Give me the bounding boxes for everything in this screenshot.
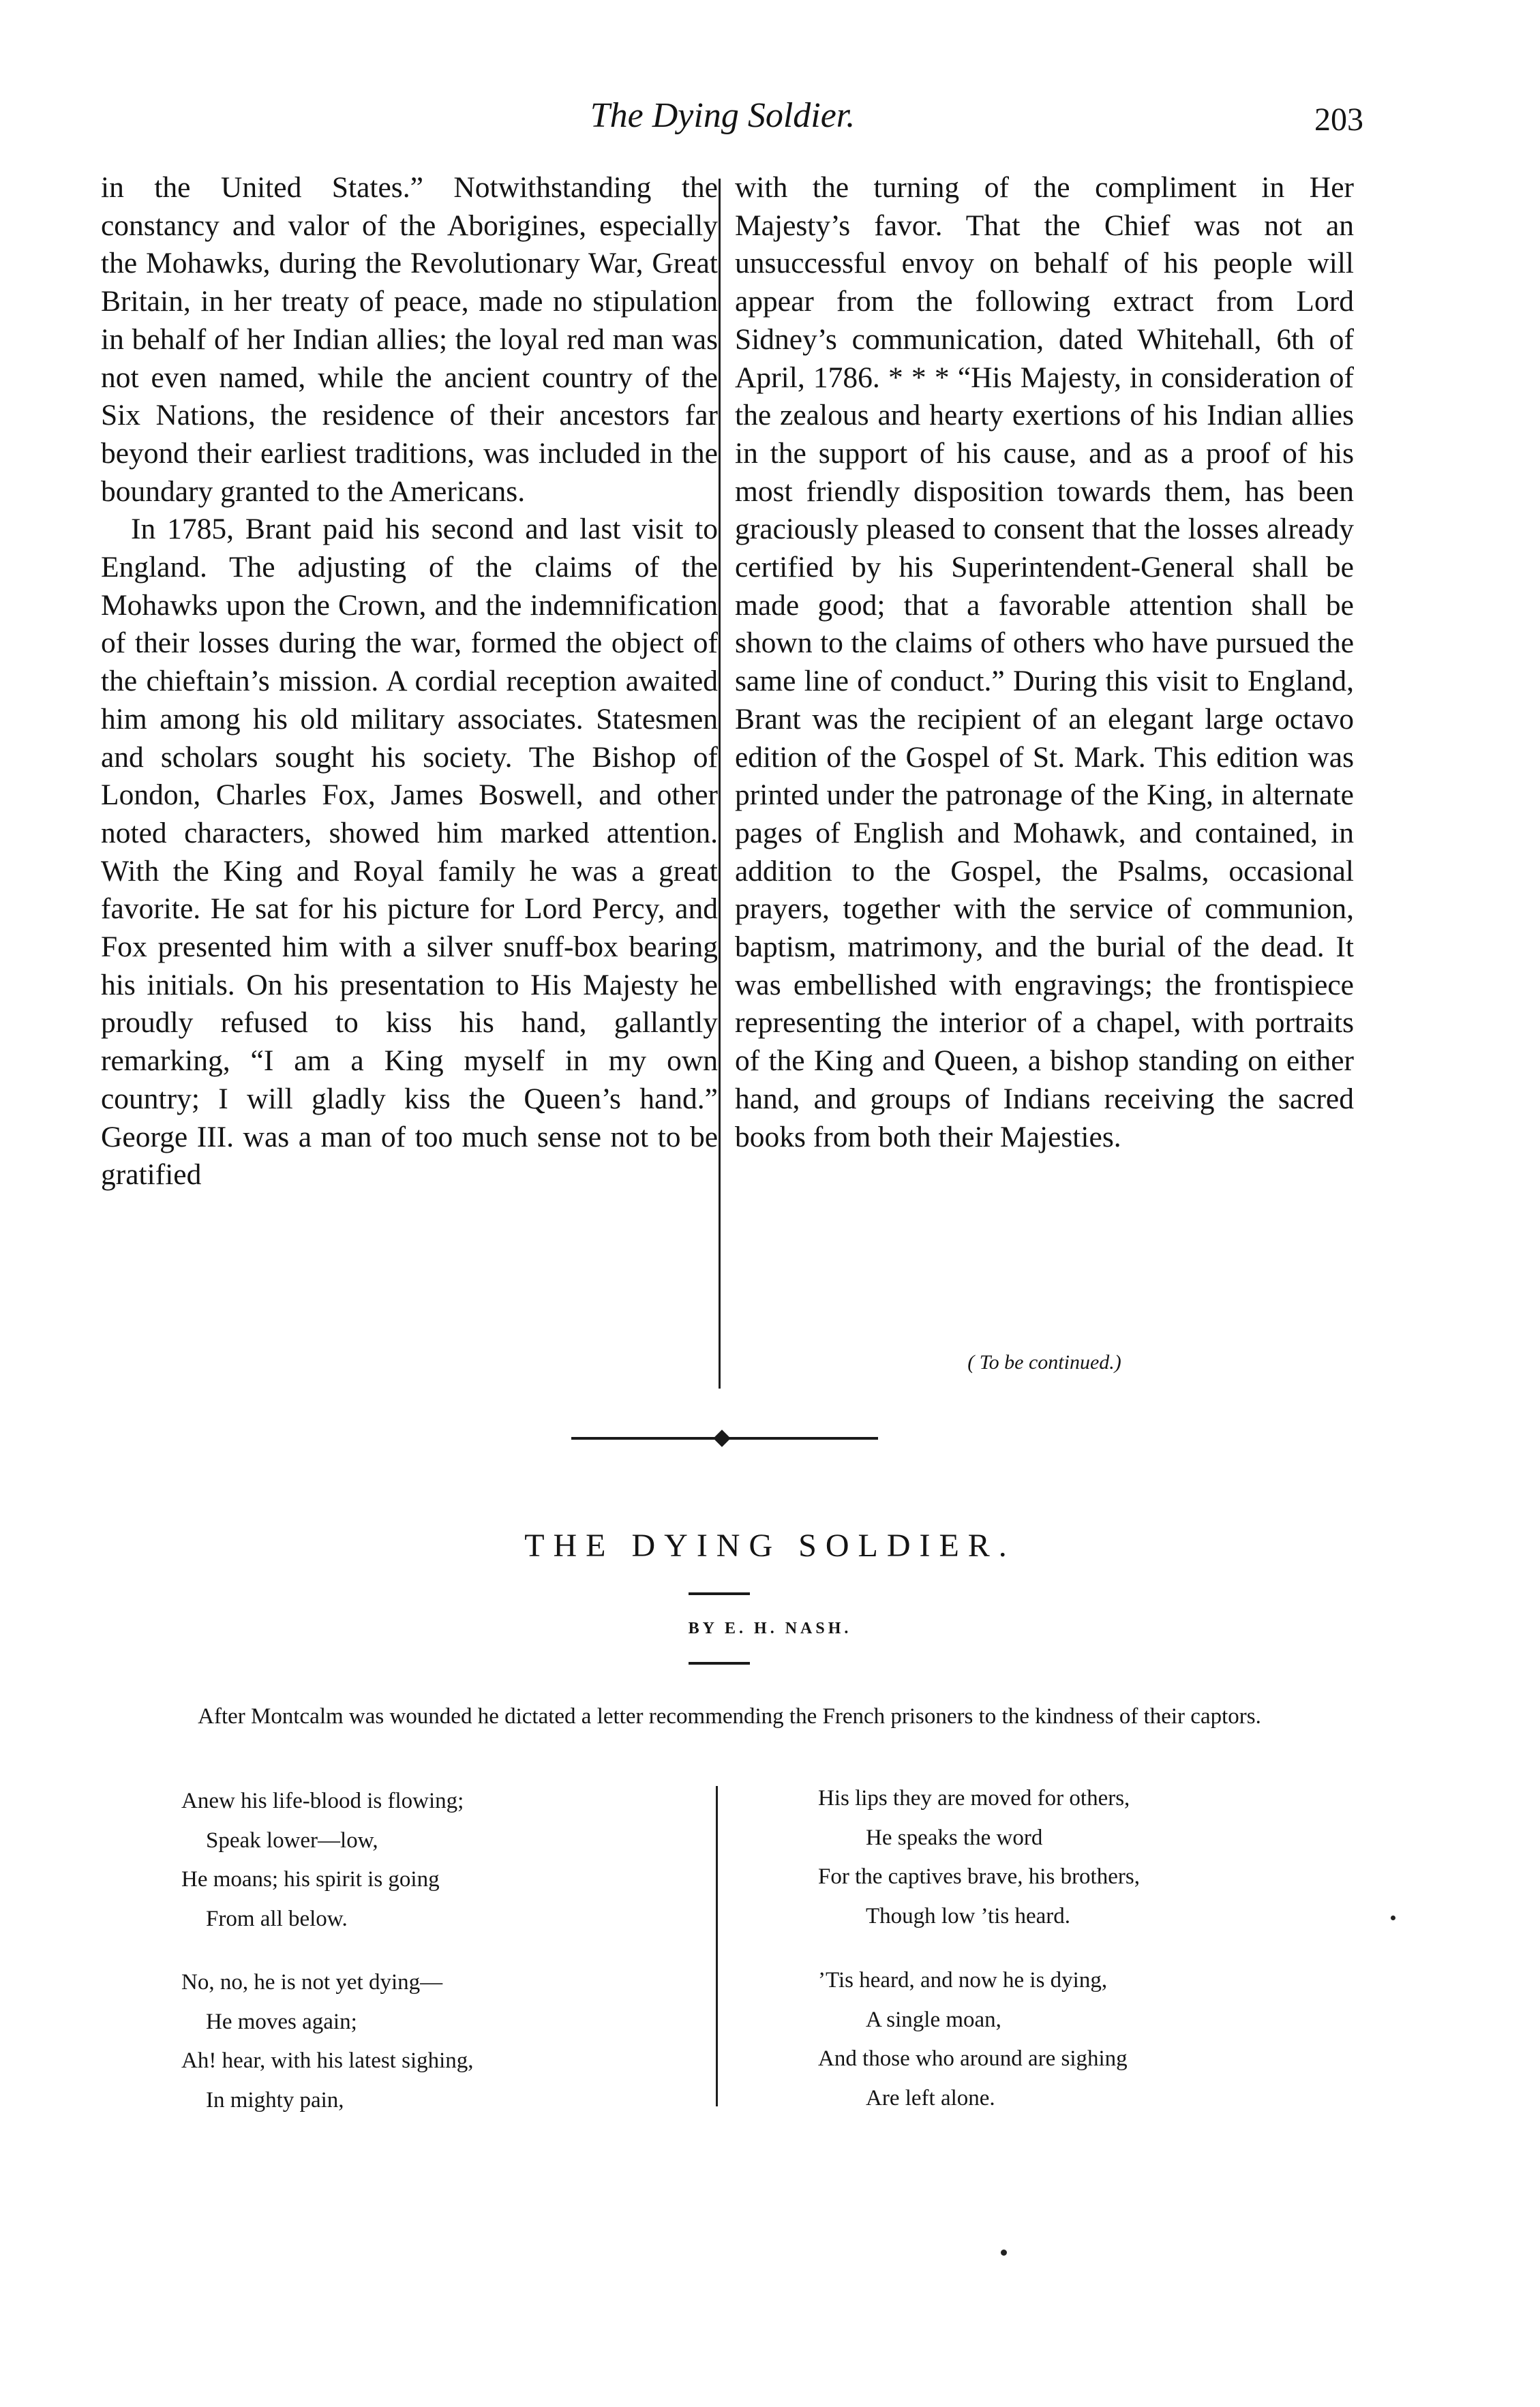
poem-epigraph: After Montcalm was wounded he dictated a letter recommending the French prisoners to the kindness of their captors. [198,1704,1261,1729]
poem-line: Speak lower—low, [206,1828,378,1853]
poem-line: Though low ’tis heard. [866,1903,1071,1928]
poem-line: Ah! hear, with his latest sighing, [181,2048,474,2073]
ink-speck [1001,2250,1007,2256]
poem-stanza [181,1963,474,2120]
article-right-column [735,169,1354,1156]
section-ornament [571,1430,878,1447]
poem-line: ’Tis heard, and now he is dying, [818,1968,1108,1993]
poem-line: Anew his life-blood is flowing; [181,1789,464,1813]
article-left-column [101,169,718,1194]
poem-stanza [181,1782,464,1939]
poem-column-divider [716,1786,718,2106]
article-paragraph: in the United States.” Notwithstanding the constancy and valor of the Aborigines, especially the Mohawks, during the Revolutionary War, Great Britain, in her treaty of peace, made no stipulation in behalf of her Indian allies; the loyal red man was not even named, while the ancient country of the Six Nations, the residence of their ancestors far beyond their earliest traditions, was included in the boundary granted to the Americans. [101,171,718,508]
poem-title: THE DYING SOLDIER. [524,1528,1016,1564]
poem-line: He moves again; [206,2009,357,2034]
poem-line: And those who around are sighing [818,2046,1128,2071]
poem-line: In mighty pain, [206,2087,344,2113]
poem-line: He speaks the word [866,1825,1043,1850]
running-title: The Dying Soldier. [590,96,856,135]
poem-line: No, no, he is not yet dying— [181,1970,443,1995]
poem-line: He moans; his spirit is going [181,1867,440,1892]
poem-byline: BY E. H. NASH. [688,1620,852,1637]
poem-line: Are left alone. [866,2085,995,2110]
poem-line: From all below. [206,1906,348,1931]
poem-line: For the captives brave, his brothers, [818,1864,1140,1889]
poem-line: His lips they are moved for others, [818,1786,1130,1811]
column-divider [719,179,721,1389]
poem-line: A single moan, [866,2007,1001,2032]
article-paragraph: with the turning of the compliment in Her Majesty’s favor. That the Chief was not an unsuccessful envoy on behalf of his people will appear from the following extract from Lord Sidney’s communication, dated Whitehall, 6th of April, 1786. * * * “His Majesty, in consideration of the zealous and hearty exertions of his Indian allies in the support of his cause, and as a proof of his most friendly disposition towards them, has been graciously pleased to consent that the losses already certified by his Superintendent-General shall be made good; that a favorable attention shall be shown to the claims of others who have pursued the same line of conduct.” During this visit to England, Brant was the recipient of an elegant large octavo edition of the Gospel of St. Mark. This edition was printed under the patronage of the King, in alternate pages of English and Mohawk, and contained, in addition to the Gospel, the Psalms, occasional prayers, together with the service of communion, baptism, matrimony, and the burial of the dead. It was embellished with engravings; the frontispiece representing the interior of a chapel, with portraits of the King and Queen, a bishop standing on either hand, and groups of Indians receiving the sacred books from both their Majesties. [735,171,1354,1153]
poem-stanza [818,1779,1140,1936]
diamond-ornament-icon [713,1429,730,1447]
ink-speck [1391,1916,1395,1920]
page-number: 203 [1314,102,1363,138]
article-paragraph: In 1785, Brant paid his second and last visit to England. The adjusting of the claims of the Mohawks upon the Crown, and the indemnification of their losses during the war, formed the object of the chieftain’s mission. A cordial reception awaited him among his old military associates. Statesmen and scholars sought his society. The Bishop of London, Charles Fox, James Boswell, and other noted characters, showed him marked attention. With the King and Royal family he was a great favorite. He sat for his picture for Lord Percy, and Fox presented him with a silver snuff-box bearing his initials. On his presentation to His Majesty he proudly refused to kiss his hand, gallantly remarking, “I am a King myself in my own country; I will gladly kiss the Queen’s hand.” George III. was a man of too much sense not to be gratified [101,513,718,1192]
byline-rule [689,1662,750,1665]
title-rule [689,1592,750,1595]
continued-note: ( To be continued.) [967,1351,1121,1374]
poem-stanza [818,1961,1128,2118]
